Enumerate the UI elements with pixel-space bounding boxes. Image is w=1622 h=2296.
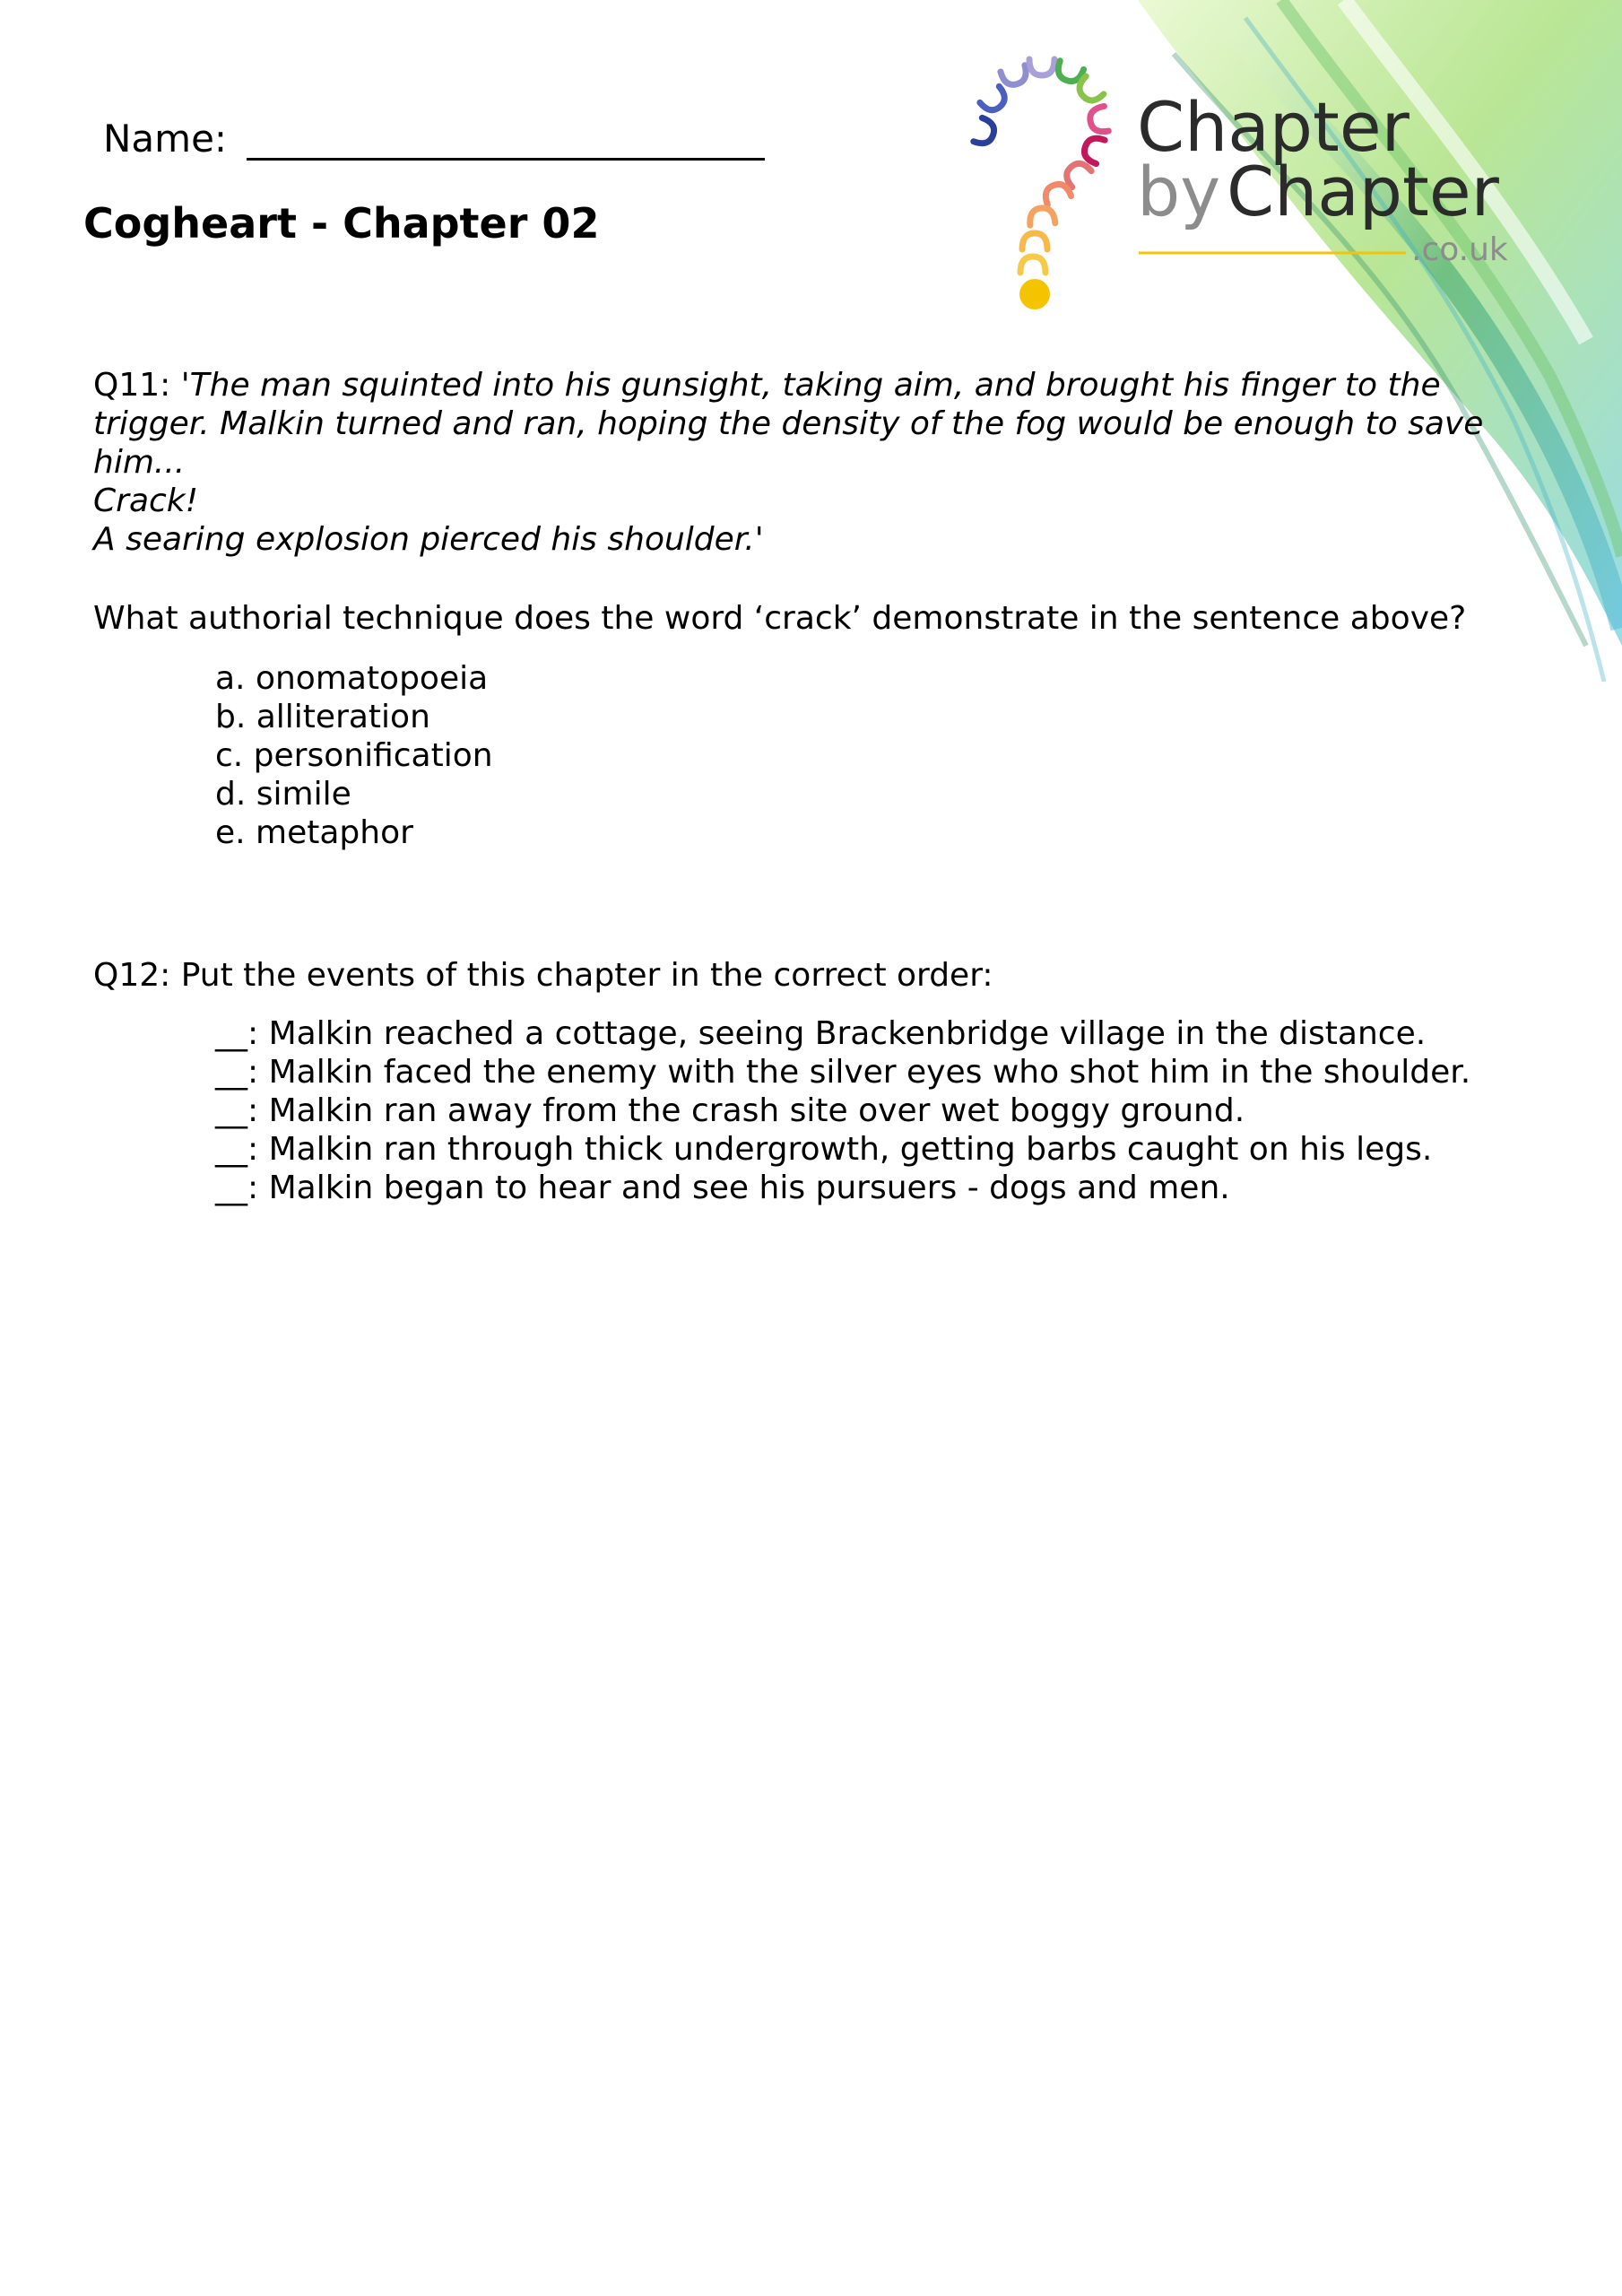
q11-option-a[interactable]: a. onomatopoeia (215, 660, 489, 697)
q11-option-d[interactable]: d. simile (215, 776, 351, 813)
q12-event-item[interactable]: __: Malkin ran through thick undergrowth, getting barbs caught on his legs. (215, 1131, 1433, 1168)
q11-options-list (215, 659, 493, 852)
q11-line-1 (93, 366, 1546, 404)
q11-option-e[interactable]: e. metaphor (215, 814, 413, 851)
logo-domain: .co.uk (1411, 231, 1508, 268)
chapter-by-chapter-logo (1137, 90, 1531, 269)
logo-line2-chapter: Chapter (1227, 152, 1499, 231)
name-answer-line[interactable] (247, 122, 765, 161)
logo-line2-by: by (1137, 152, 1221, 231)
q12-event-item[interactable]: __: Malkin faced the enemy with the silver eyes who shot him in the shoulder. (215, 1054, 1471, 1091)
q11-quote-line: trigger. Malkin turned and ran, hoping the density of the fog would be enough to save (93, 405, 1484, 442)
q11-quote-line: him... (93, 444, 186, 481)
q11-option-b[interactable]: b. alliteration (215, 699, 430, 735)
q12-event-item[interactable]: __: Malkin reached a cottage, seeing Brackenbridge village in the distance. (215, 1015, 1427, 1052)
q11-block (93, 366, 1546, 559)
q11-quote-line: Crack! (93, 483, 199, 519)
logo-question-mark-icon (967, 52, 1119, 312)
logo-line1: Chapter (1137, 90, 1409, 167)
q12-prompt: Q12: Put the events of this chapter in the correct order: (93, 957, 993, 994)
q11-option-c[interactable]: c. personification (215, 737, 493, 774)
q12-event-item[interactable]: __: Malkin ran away from the crash site over wet boggy ground. (215, 1092, 1245, 1129)
q11-quote-line: A searing explosion pierced his shoulder.' (93, 521, 764, 558)
name-field (103, 117, 765, 161)
q11-label: Q11: (93, 367, 171, 404)
q11-quote-line: 'The man squinted into his gunsight, taking aim, and brought his finger to the (180, 367, 1441, 404)
name-label: Name: (103, 117, 228, 161)
q12-events-list (215, 1014, 1470, 1207)
q11-question: What authorial technique does the word ‘crack’ demonstrate in the sentence above? (93, 600, 1467, 637)
worksheet-title: Cogheart - Chapter 02 (83, 199, 600, 248)
q12-event-item[interactable]: __: Malkin began to hear and see his pursuers - dogs and men. (215, 1170, 1230, 1206)
